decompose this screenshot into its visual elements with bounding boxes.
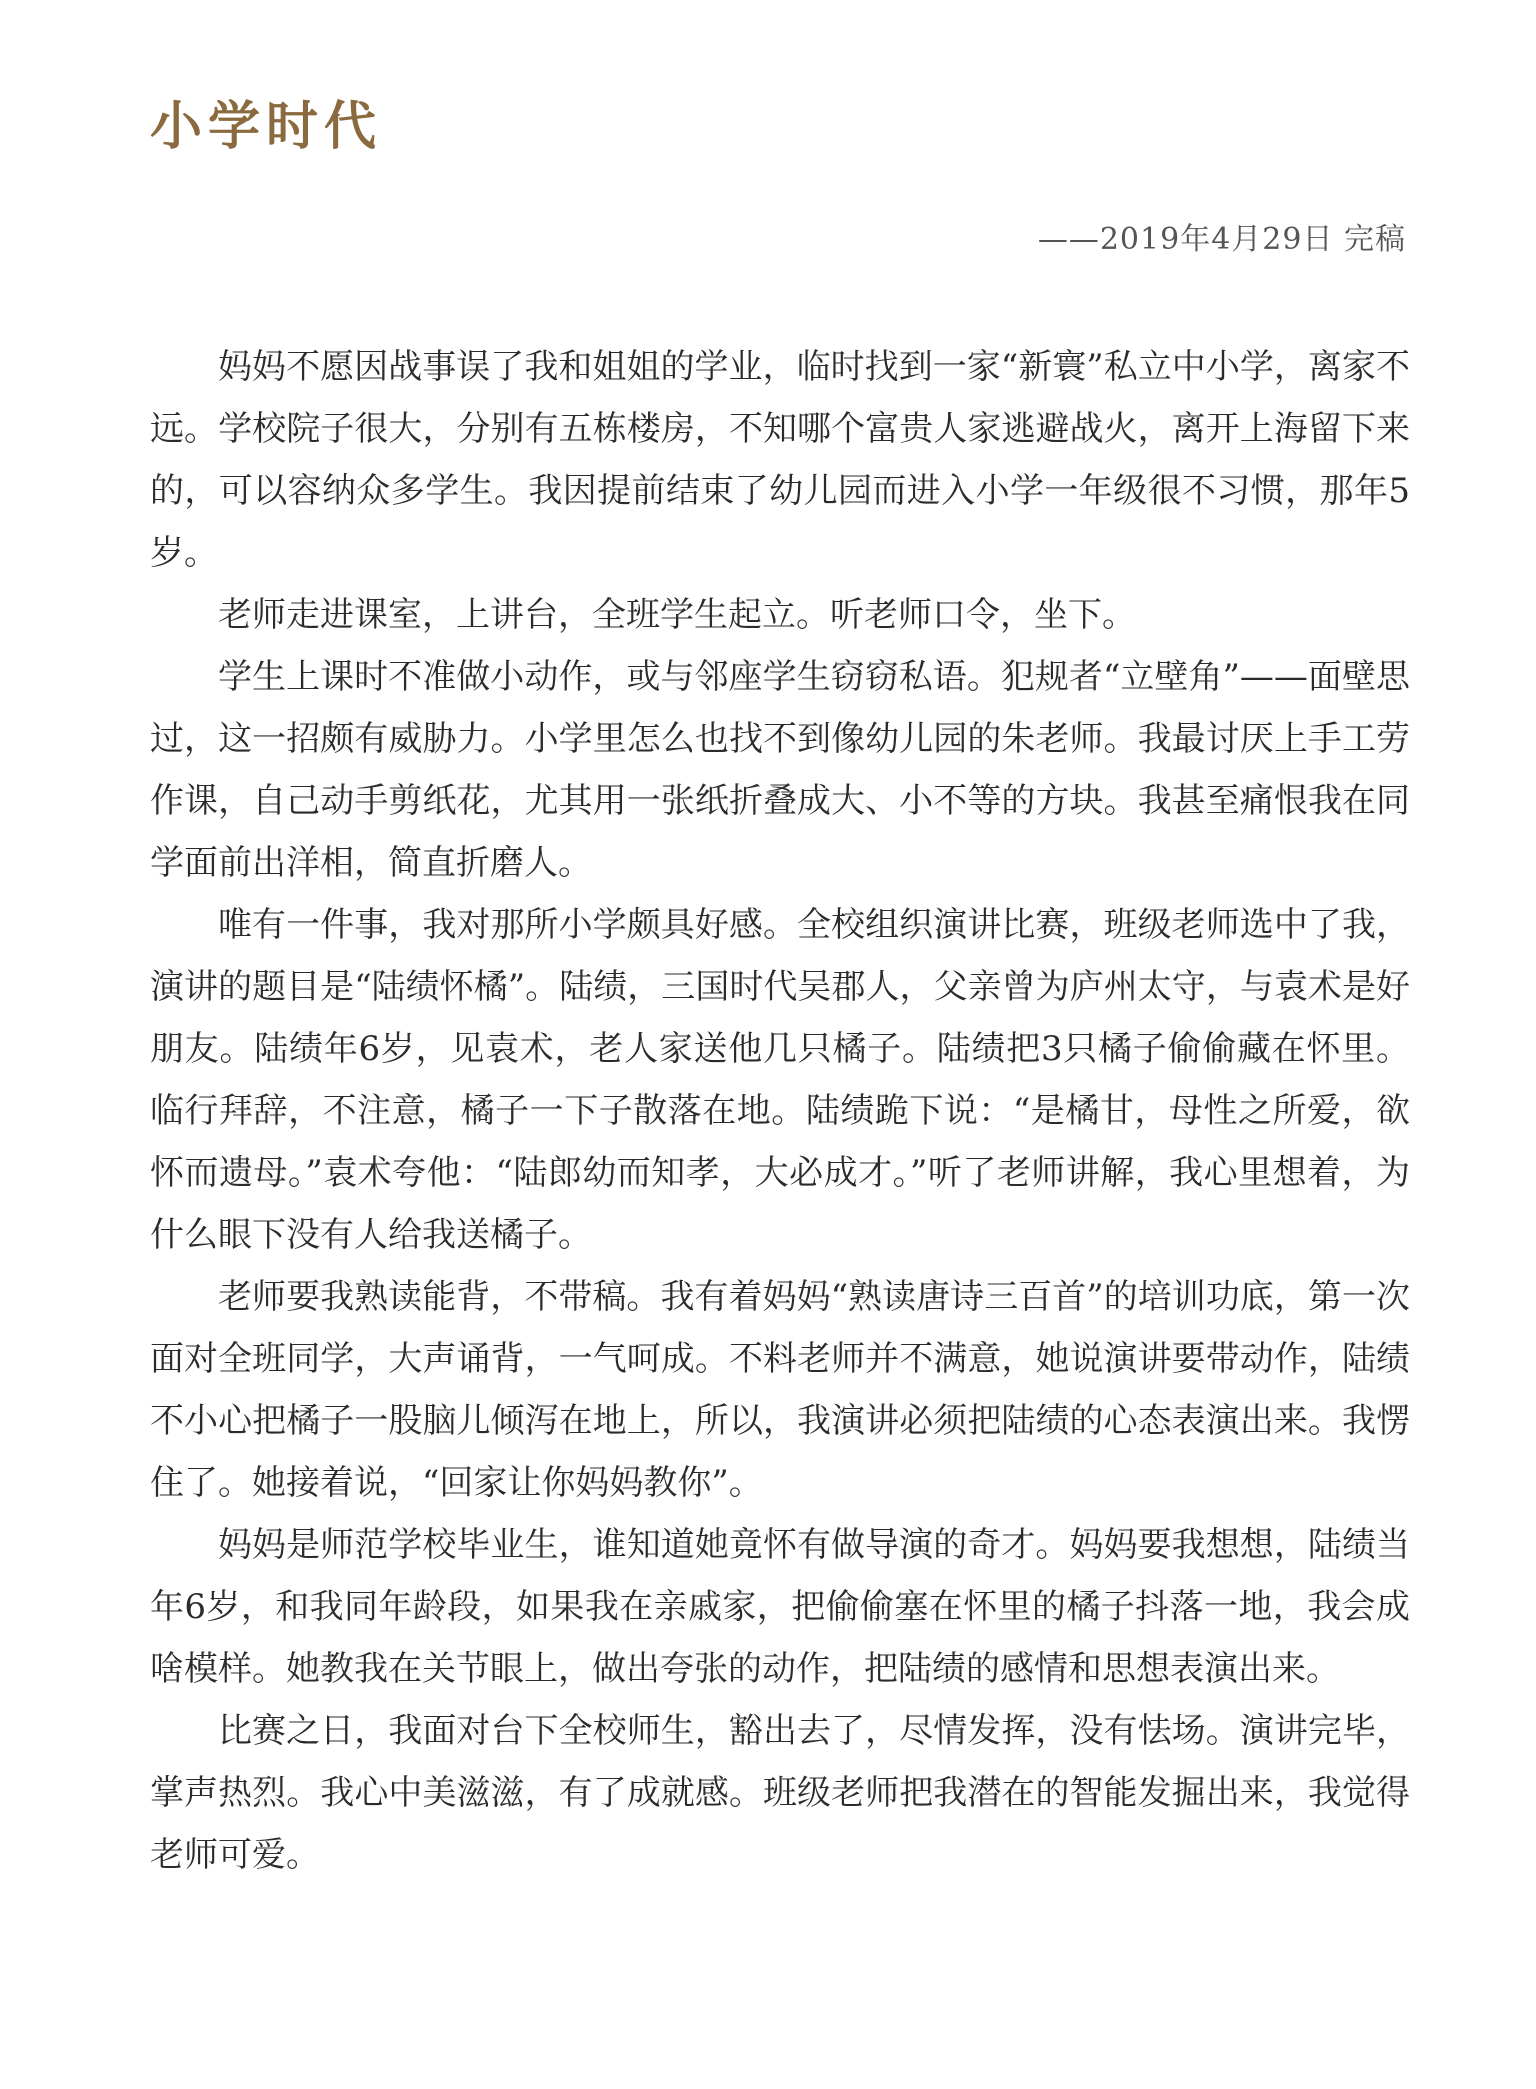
paragraph: 妈妈是师范学校毕业生，谁知道她竟怀有做导演的奇才。妈妈要我想想，陆绩当年6岁，和我同年龄段，如果我在亲戚家，把偷偷塞在怀里的橘子抖落一地，我会成啥模样。她教我在关节眼上，做出夸张的动作，把陆绩的感情和思想表演出来。: [150, 1525, 1410, 1689]
paragraph: 妈妈不愿因战事误了我和姐姐的学业，临时找到一家“新寰”私立中小学，离家不远。学校院子很大，分别有五栋楼房，不知哪个富贵人家逃避战火，离开上海留下来的，可以容纳众多学生。我因提前结束了幼儿园而进入小学一年级很不习惯，那年5岁。: [150, 347, 1410, 573]
body-text: [150, 336, 1410, 1886]
completion-date: ——2019年4月29日 完稿: [1037, 222, 1406, 257]
paragraph: 唯有一件事，我对那所小学颇具好感。全校组织演讲比赛，班级老师选中了我，演讲的题目是“陆绩怀橘”。陆绩，三国时代吴郡人，父亲曾为庐州太守，与袁术是好朋友。陆绩年6岁，见袁术，老人家送他几只橘子。陆绩把3只橘子偷偷藏在怀里。临行拜辞，不注意，橘子一下子散落在地。陆绩跪下说：“是橘甘，母性之所爱，欲怀而遗母。”袁术夸他：“陆郎幼而知孝，大必成才。”听了老师讲解，我心里想着，为什么眼下没有人给我送橘子。: [150, 905, 1410, 1255]
paragraph: 老师走进课室，上讲台，全班学生起立。听老师口令，坐下。: [218, 595, 1136, 635]
chapter-title: 小学时代: [150, 96, 383, 157]
paragraph: 学生上课时不准做小动作，或与邻座学生窃窃私语。犯规者“立壁角”——面壁思过，这一招颇有威胁力。小学里怎么也找不到像幼儿园的朱老师。我最讨厌上手工劳作课，自己动手剪纸花，尤其用一张纸折叠成大、小不等的方块。我甚至痛恨我在同学面前出洋相，简直折磨人。: [150, 657, 1410, 883]
paragraph: 比赛之日，我面对台下全校师生，豁出去了，尽情发挥，没有怯场。演讲完毕，掌声热烈。我心中美滋滋，有了成就感。班级老师把我潜在的智能发掘出来，我觉得老师可爱。: [150, 1711, 1410, 1875]
paragraph: 老师要我熟读能背，不带稿。我有着妈妈“熟读唐诗三百首”的培训功底，第一次面对全班同学，大声诵背，一气呵成。不料老师并不满意，她说演讲要带动作，陆绩不小心把橘子一股脑儿倾泻在地上，所以，我演讲必须把陆绩的心态表演出来。我愣住了。她接着说，“回家让你妈妈教你”。: [150, 1277, 1410, 1503]
